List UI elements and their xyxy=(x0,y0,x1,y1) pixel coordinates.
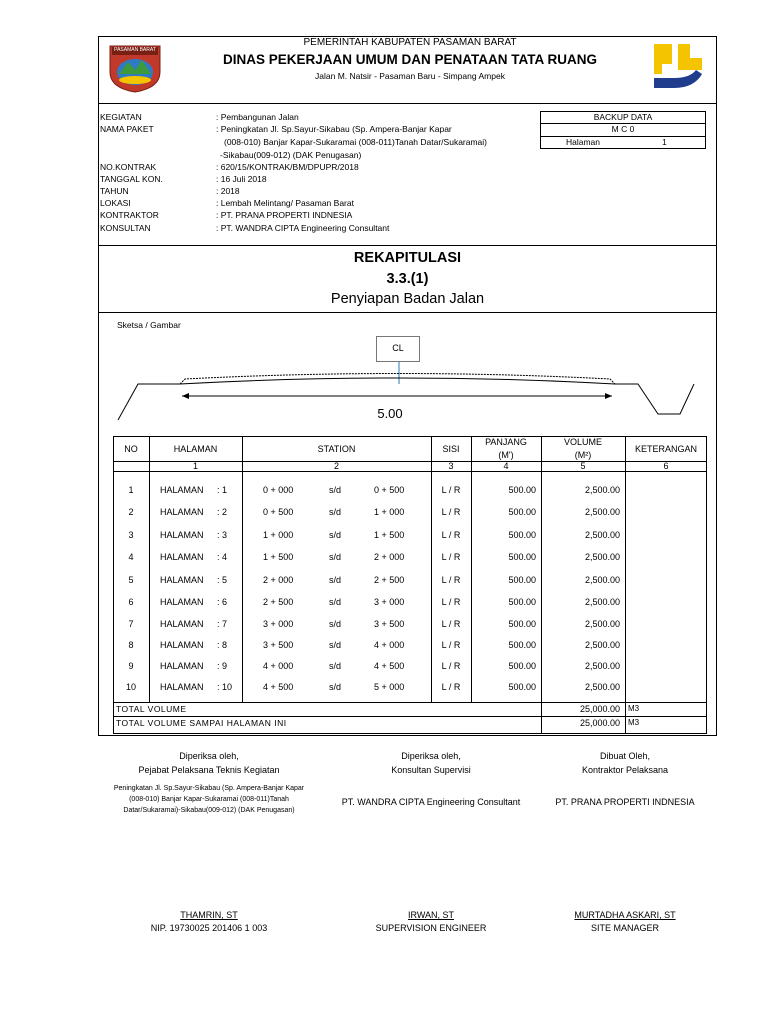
row-no: 1 xyxy=(128,485,134,495)
sig1-org1: Peningkatan Jl. Sp.Sayur-Sikabau (Sp. Ampera-Banjar Kapar xyxy=(113,785,305,792)
info-value-kegiatan: : Pembangunan Jalan xyxy=(216,112,299,122)
row-halaman-no: : 5 xyxy=(217,575,228,585)
row-station-from: 0 + 500 xyxy=(263,507,294,517)
row-panjang: 500.00 xyxy=(508,597,536,607)
row-volume: 2,500.00 xyxy=(584,530,620,540)
row-halaman-no: : 10 xyxy=(217,682,233,692)
row-halaman: HALAMAN xyxy=(160,485,204,495)
row-no: 8 xyxy=(128,640,134,650)
info-value-kontraktor: : PT. PRANA PROPERTI INDNESIA xyxy=(216,210,353,220)
row-volume: 2,500.00 xyxy=(584,552,620,562)
row-volume: 2,500.00 xyxy=(584,619,620,629)
row-panjang: 500.00 xyxy=(508,682,536,692)
row-panjang: 500.00 xyxy=(508,552,536,562)
table-total-all-divider xyxy=(113,716,707,717)
row-halaman-no: : 6 xyxy=(217,597,228,607)
row-panjang: 500.00 xyxy=(508,661,536,671)
info-label-tahun: TAHUN xyxy=(100,186,129,196)
row-halaman: HALAMAN xyxy=(160,640,204,650)
col-line-1 xyxy=(149,436,150,702)
row-station-from: 0 + 000 xyxy=(263,485,294,495)
backup-divider-2 xyxy=(540,136,706,137)
row-station-sd: s/d xyxy=(329,575,342,585)
row-station-to: 3 + 500 xyxy=(374,619,405,629)
row-station-from: 1 + 000 xyxy=(263,530,294,540)
row-halaman-no: : 1 xyxy=(217,485,228,495)
row-station-sd: s/d xyxy=(329,640,342,650)
title-rekapitulasi: REKAPITULASI xyxy=(353,250,462,266)
row-no: 2 xyxy=(128,507,134,517)
regency-logo xyxy=(104,42,166,94)
row-volume: 2,500.00 xyxy=(584,682,620,692)
sig2-org1: PT. WANDRA CIPTA Engineering Consultant xyxy=(341,797,521,807)
sig1-name: THAMRIN, ST xyxy=(180,910,238,920)
row-station-from: 3 + 000 xyxy=(263,619,294,629)
row-halaman: HALAMAN xyxy=(160,661,204,671)
row-halaman-no: : 9 xyxy=(217,661,228,671)
row-panjang: 500.00 xyxy=(508,640,536,650)
row-sisi: L / R xyxy=(441,682,461,692)
row-station-to: 0 + 500 xyxy=(374,485,405,495)
row-panjang: 500.00 xyxy=(508,619,536,629)
row-station-sd: s/d xyxy=(329,507,342,517)
th-panjang-unit: (M') xyxy=(498,450,514,460)
backup-title: BACKUP DATA xyxy=(593,112,653,122)
row-halaman: HALAMAN xyxy=(160,682,204,692)
row-station-from: 4 + 500 xyxy=(263,682,294,692)
table-colnum-divider xyxy=(113,471,707,472)
row-halaman: HALAMAN xyxy=(160,552,204,562)
row-sisi: L / R xyxy=(441,661,461,671)
row-no: 9 xyxy=(128,661,134,671)
row-volume: 2,500.00 xyxy=(584,640,620,650)
col-line-2 xyxy=(242,436,243,702)
sig1-role: NIP. 19730025 201406 1 003 xyxy=(150,923,268,933)
row-sisi: L / R xyxy=(441,597,461,607)
th-keterangan: KETERANGAN xyxy=(634,444,697,454)
colnum-1: 1 xyxy=(192,461,198,471)
halaman-label: Halaman xyxy=(566,137,601,147)
th-station: STATION xyxy=(317,444,356,454)
total-all-value: 25,000.00 xyxy=(579,718,620,728)
row-sisi: L / R xyxy=(441,485,461,495)
sig3-line2: Kontraktor Pelaksana xyxy=(581,765,669,775)
row-halaman: HALAMAN xyxy=(160,575,204,585)
sig2-role: SUPERVISION ENGINEER xyxy=(375,923,487,933)
colnum-4: 4 xyxy=(503,461,509,471)
total-all-unit: M3 xyxy=(628,718,640,727)
th-volume: VOLUME xyxy=(563,437,602,447)
table-total-divider xyxy=(113,702,707,703)
row-station-sd: s/d xyxy=(329,530,342,540)
row-station-sd: s/d xyxy=(329,552,342,562)
gov-title: PEMERINTAH KABUPATEN PASAMAN BARAT xyxy=(303,37,517,48)
row-halaman-no: : 8 xyxy=(217,640,228,650)
row-no: 5 xyxy=(128,575,134,585)
info-label-tanggal: TANGGAL KON. xyxy=(100,174,163,184)
row-station-sd: s/d xyxy=(329,485,342,495)
total-all-label: TOTAL VOLUME SAMPAI HALAMAN INI xyxy=(116,718,287,728)
total-volume-value: 25,000.00 xyxy=(579,704,620,714)
info-value-paket-2: (008-010) Banjar Kapar-Sukaramai (008-011)Tanah Datar/Sukaramai) xyxy=(224,137,488,147)
row-halaman-no: : 4 xyxy=(217,552,228,562)
info-value-lokasi: : Lembah Melintang/ Pasaman Barat xyxy=(216,198,354,208)
row-station-from: 4 + 000 xyxy=(263,661,294,671)
row-volume: 2,500.00 xyxy=(584,575,620,585)
sig3-role: SITE MANAGER xyxy=(590,923,659,933)
row-panjang: 500.00 xyxy=(508,507,536,517)
row-halaman: HALAMAN xyxy=(160,530,204,540)
row-panjang: 500.00 xyxy=(508,485,536,495)
colnum-3: 3 xyxy=(448,461,454,471)
row-station-to: 4 + 000 xyxy=(374,640,405,650)
row-station-sd: s/d xyxy=(329,619,342,629)
row-no: 10 xyxy=(125,682,136,692)
total-volume-label: TOTAL VOLUME xyxy=(116,704,187,714)
row-station-sd: s/d xyxy=(329,597,342,607)
info-label-kontrak: NO.KONTRAK xyxy=(100,162,157,172)
row-station-from: 2 + 500 xyxy=(263,597,294,607)
info-value-kontrak: : 620/15/KONTRAK/BM/DPUPR/2018 xyxy=(216,162,359,172)
row-no: 6 xyxy=(128,597,134,607)
halaman-value: 1 xyxy=(662,137,667,147)
row-station-from: 1 + 500 xyxy=(263,552,294,562)
sketch-label: Sketsa / Gambar xyxy=(117,320,181,330)
header-divider xyxy=(98,103,717,104)
cl-label: CL xyxy=(392,343,404,353)
address: Jalan M. Natsir - Pasaman Baru - Simpang Ampek xyxy=(315,71,505,81)
info-label-paket: NAMA PAKET xyxy=(100,124,154,134)
colnum-2: 2 xyxy=(333,461,339,471)
row-station-to: 1 + 500 xyxy=(374,530,405,540)
title-divider xyxy=(98,312,717,313)
sig2-name: IRWAN, ST xyxy=(407,910,454,920)
info-label-kontraktor: KONTRAKTOR xyxy=(100,210,159,220)
row-halaman-no: : 7 xyxy=(217,619,228,629)
row-volume: 2,500.00 xyxy=(584,597,620,607)
row-volume: 2,500.00 xyxy=(584,661,620,671)
row-volume: 2,500.00 xyxy=(584,485,620,495)
info-value-paket: : Peningkatan Jl. Sp.Sayur-Sikabau (Sp. Ampera-Banjar Kapar xyxy=(216,124,452,134)
sig2-line2: Konsultan Supervisi xyxy=(391,765,471,775)
info-label-konsultan: KONSULTAN xyxy=(100,223,151,233)
row-sisi: L / R xyxy=(441,552,461,562)
pu-logo xyxy=(650,40,704,92)
row-station-to: 2 + 000 xyxy=(374,552,405,562)
row-station-to: 2 + 500 xyxy=(374,575,405,585)
info-divider xyxy=(98,245,717,246)
row-no: 4 xyxy=(128,552,134,562)
th-volume-unit: (M²) xyxy=(574,450,592,460)
row-no: 3 xyxy=(128,530,134,540)
row-panjang: 500.00 xyxy=(508,530,536,540)
info-value-tahun: : 2018 xyxy=(216,186,240,196)
info-value-konsultan: : PT. WANDRA CIPTA Engineering Consultant xyxy=(216,223,390,233)
sig3-org1: PT. PRANA PROPERTI INDNESIA xyxy=(555,797,695,807)
info-value-tanggal: : 16 Juli 2018 xyxy=(216,174,267,184)
sig1-org2: (008-010) Banjar Kapar-Sukaramai (008-011)Tanah xyxy=(129,796,289,803)
row-volume: 2,500.00 xyxy=(584,507,620,517)
sketch-width: 5.00 xyxy=(377,406,403,421)
sig1-line2: Pejabat Pelaksana Teknis Kegiatan xyxy=(138,765,280,775)
dept-title: DINAS PEKERJAAN UMUM DAN PENATAAN TATA RUANG xyxy=(223,52,597,67)
info-label-kegiatan: KEGIATAN xyxy=(100,112,142,122)
row-halaman: HALAMAN xyxy=(160,619,204,629)
info-value-paket-3: -Sikabau(009-012) (DAK Penugasan) xyxy=(220,150,362,160)
th-sisi: SISI xyxy=(442,444,460,454)
logo-left-text: PASAMAN BARAT xyxy=(114,47,156,53)
row-halaman-no: : 2 xyxy=(217,507,228,517)
row-sisi: L / R xyxy=(441,507,461,517)
th-panjang: PANJANG xyxy=(485,437,527,447)
row-station-sd: s/d xyxy=(329,682,342,692)
row-sisi: L / R xyxy=(441,619,461,629)
total-volume-unit: M3 xyxy=(628,704,640,713)
row-sisi: L / R xyxy=(441,575,461,585)
sig2-line1: Diperiksa oleh, xyxy=(401,751,461,761)
row-station-from: 3 + 500 xyxy=(263,640,294,650)
row-halaman: HALAMAN xyxy=(160,597,204,607)
th-no: NO xyxy=(124,444,138,454)
title-number: 3.3.(1) xyxy=(386,271,429,287)
row-station-to: 3 + 000 xyxy=(374,597,405,607)
row-sisi: L / R xyxy=(441,530,461,540)
row-station-to: 5 + 000 xyxy=(374,682,405,692)
row-station-to: 4 + 500 xyxy=(374,661,405,671)
row-halaman: HALAMAN xyxy=(160,507,204,517)
mc-label: M C 0 xyxy=(611,124,635,134)
title-work: Penyiapan Badan Jalan xyxy=(330,291,485,307)
row-sisi: L / R xyxy=(441,640,461,650)
row-station-from: 2 + 000 xyxy=(263,575,294,585)
row-station-sd: s/d xyxy=(329,661,342,671)
colnum-5: 5 xyxy=(580,461,586,471)
sig1-org3: Datar/Sukaramai)-Sikabau(009-012) (DAK Penugasan) xyxy=(123,807,295,814)
sig1-line1: Diperiksa oleh, xyxy=(179,751,239,761)
colnum-6: 6 xyxy=(663,461,669,471)
row-station-to: 1 + 000 xyxy=(374,507,405,517)
sig3-name: MURTADHA ASKARI, ST xyxy=(574,910,676,920)
sig3-line1: Dibuat Oleh, xyxy=(599,751,651,761)
col-line-6 xyxy=(625,436,626,734)
row-halaman-no: : 3 xyxy=(217,530,228,540)
row-no: 7 xyxy=(128,619,134,629)
row-panjang: 500.00 xyxy=(508,575,536,585)
th-halaman: HALAMAN xyxy=(173,444,218,454)
info-label-lokasi: LOKASI xyxy=(100,198,131,208)
